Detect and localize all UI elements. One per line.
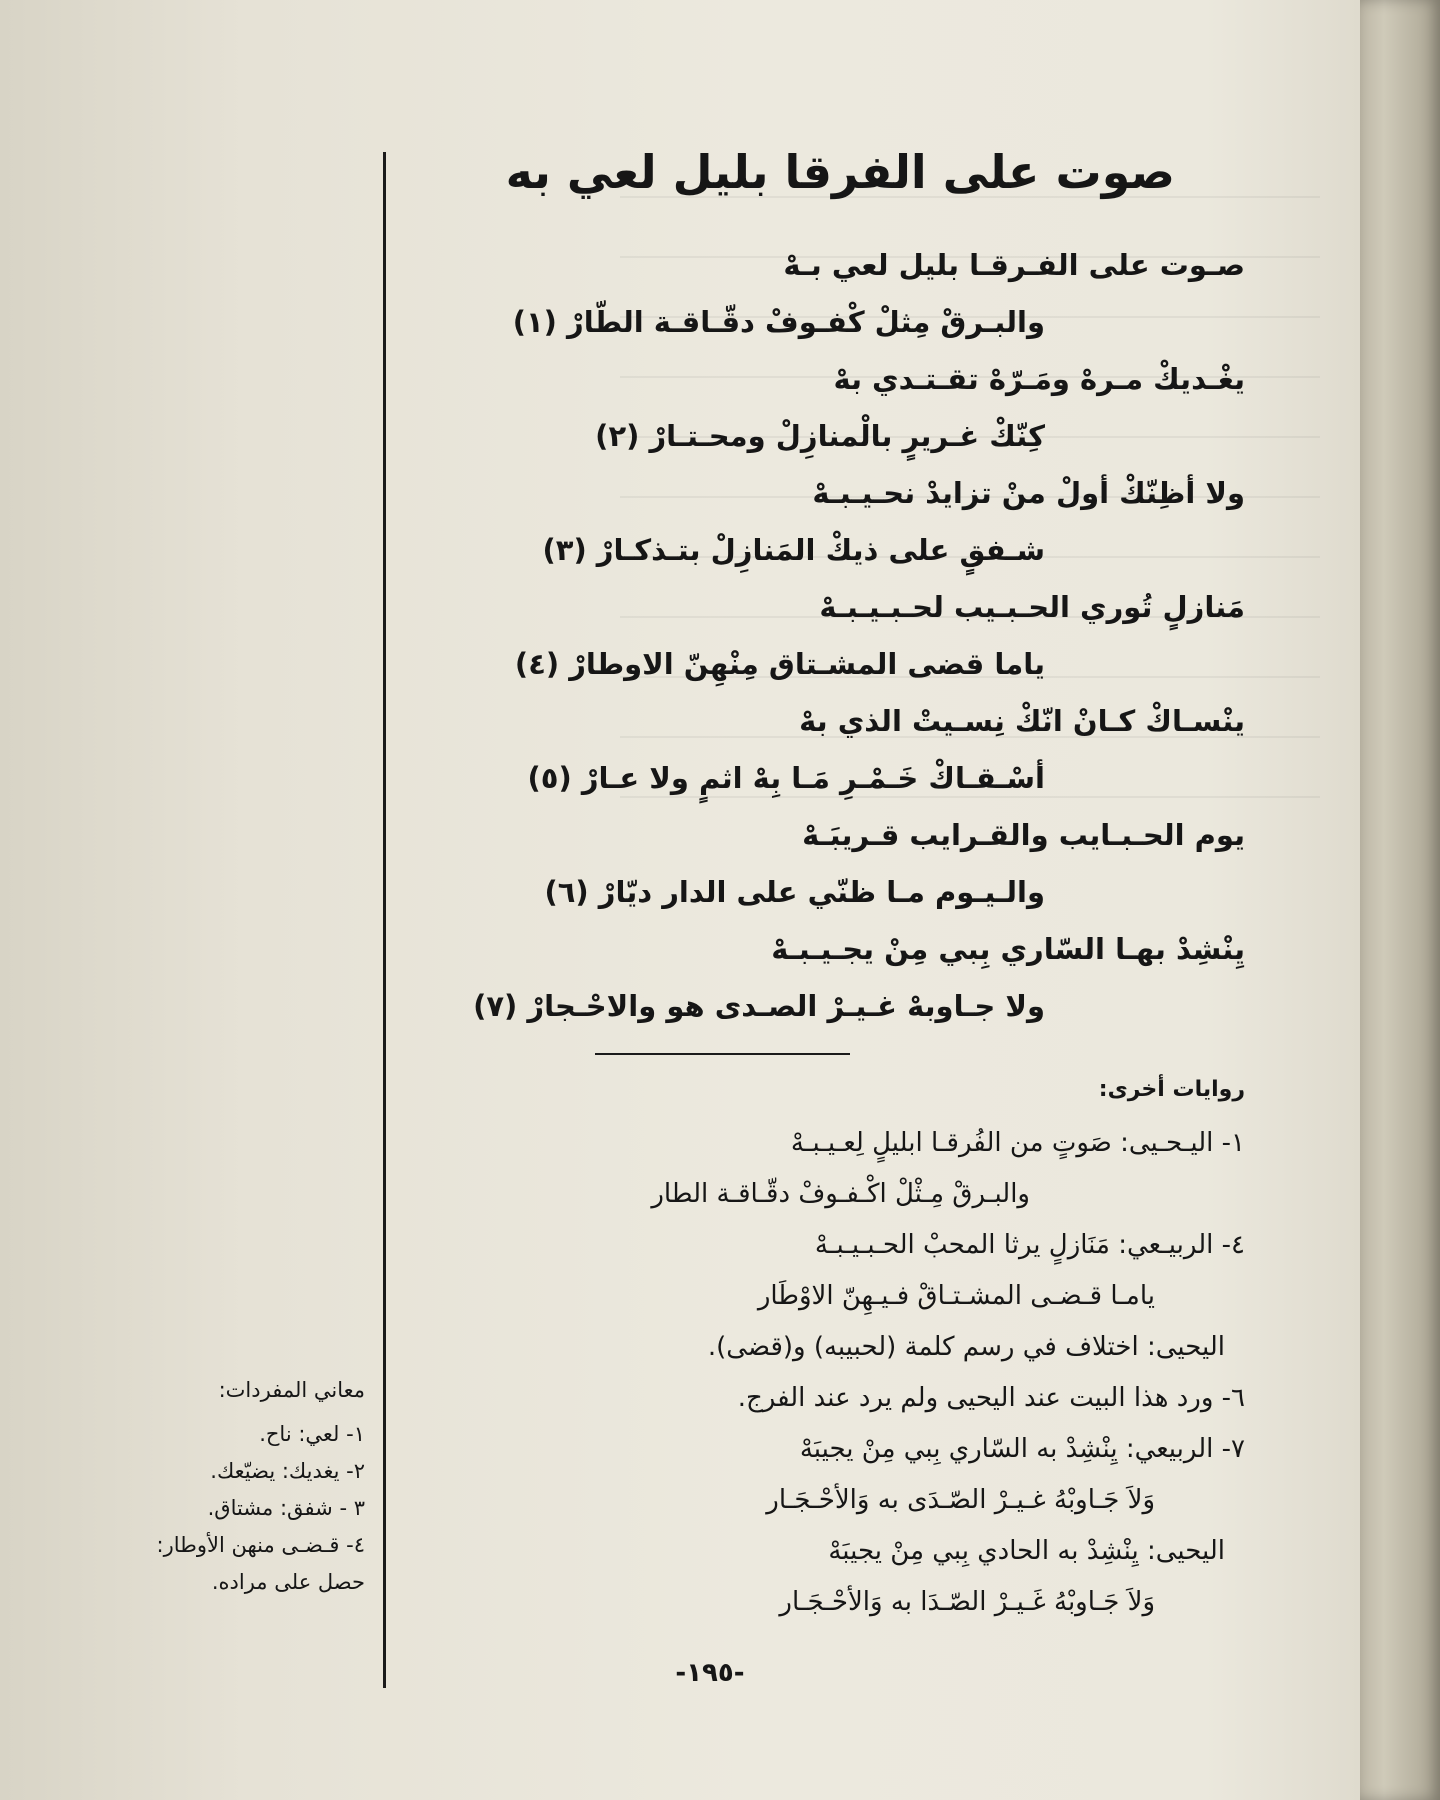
verse-4-first: مَنازلٍ تُوري الحـبـيب لحـبـيـبـهْ: [819, 590, 1245, 624]
verse-5-first: ينْسـاكْ كـانْ انّكْ نِسـيتْ الذي بهْ: [799, 704, 1245, 738]
verse-3-first: ولا أظِنّكْ أولْ منْ تزايدْ نحـيـبـهْ: [812, 476, 1245, 510]
verse-3-second: شـفقٍ على ذيكْ المَنازِلْ بتـذكـارْ (٣): [542, 533, 1045, 567]
glossary-sidebar: [115, 1378, 365, 1601]
variant-line: والبـرقْ مِـثْلْ اكْـفـوفْ دقّـاقـة الطار: [651, 1179, 1030, 1209]
vertical-rule: [383, 152, 386, 1688]
verses: [430, 237, 1245, 1035]
variant-line: ٦- ورد هذا البيت عند اليحيى ولم يرد عند الفرج.: [737, 1383, 1245, 1413]
variant-line: ٤- الربيـعي: مَنَازلٍ يرثا المحبْ الحـبـيـبـهْ: [814, 1230, 1245, 1260]
verse-2-first: يغْـديكْ مـرهْ ومَـرّهْ تقـتـدي بهْ: [833, 362, 1245, 396]
page-number: -١٩٥-: [675, 1658, 745, 1688]
verse-6-first: يوم الحـبـايب والقـرايب قـريبَـهْ: [802, 818, 1245, 852]
verse-1-first: صـوت على الفـرقـا بليل لعي بـهْ: [783, 248, 1245, 282]
variants-list: [430, 1118, 1245, 1628]
variant-line: اليحيى: يِنْشِدْ به الحادي بِبي مِنْ يجيبَهْ: [828, 1536, 1225, 1566]
variant-line: وَلاَ جَـاوبْهُ غَـيـرْ الصّـدَا به وَالأحْـجَـار: [779, 1587, 1155, 1617]
verse-2-second: كِنّكْ غـريرٍ بالْمنازِلْ ومحـتـارْ (٢): [595, 419, 1045, 453]
verse-4-second: ياما قضى المشـتاق مِنْهِنّ الاوطارْ (٤): [514, 647, 1045, 681]
next-page-edge: [1360, 0, 1440, 1800]
variant-line: يامـا قـضـى المشـتـاقْ فـيـهِنّ الاوْطَار: [757, 1281, 1155, 1311]
verse-5-second: أسْـقـاكْ خَـمْـرِ مَـا بِهْ اثمٍ ولا عـارْ (٥): [527, 761, 1045, 795]
glossary-item: ٢- يغديك: يضيّعك.: [210, 1459, 365, 1483]
variants-heading: روايات أخرى:: [1098, 1077, 1245, 1102]
verse-1-second: والبـرقْ مِثلْ كْفـوفْ دقّـاقـة الطّارْ (١): [512, 305, 1045, 339]
variant-line: وَلاَ جَـاوبْهُ غـيـرْ الصّـدَى به وَالأحْـجَـار: [766, 1485, 1155, 1515]
variant-line: اليحيى: اختلاف في رسم كلمة (لحبيبه) و(قضى).: [707, 1332, 1225, 1362]
glossary-item: ٤- قـضـى منهن الأوطار: حصل على مراده.: [156, 1533, 365, 1594]
variant-line: ١- اليـحـيى: صَوتٍ من الفُرقـا ابليلٍ لِعـيـبـهْ: [790, 1128, 1245, 1158]
variant-line: ٧- الربيعي: يِنْشِدْ به السّاري بِبي مِنْ يجيبَهْ: [799, 1434, 1245, 1464]
poem-column: [430, 135, 1245, 1628]
verse-7-second: ولا جـاوبهْ غـيـرْ الصـدى هو والاحْـجارْ (٧): [473, 989, 1045, 1023]
verse-6-second: والـيـوم مـا ظنّي على الدار ديّارْ (٦): [544, 875, 1045, 909]
verse-7-first: يِنْشِدْ بهـا السّاري بِبي مِنْ يجـيـبـهْ: [771, 932, 1245, 966]
glossary-item: ١- لعي: ناح.: [259, 1422, 365, 1446]
glossary-heading: معاني المفردات:: [218, 1378, 365, 1402]
poem-title: صوت على الفرقا بليل لعي به: [505, 145, 1175, 199]
section-divider: [595, 1053, 850, 1055]
glossary-item: ٣ - شفق: مشتاق.: [207, 1496, 365, 1520]
